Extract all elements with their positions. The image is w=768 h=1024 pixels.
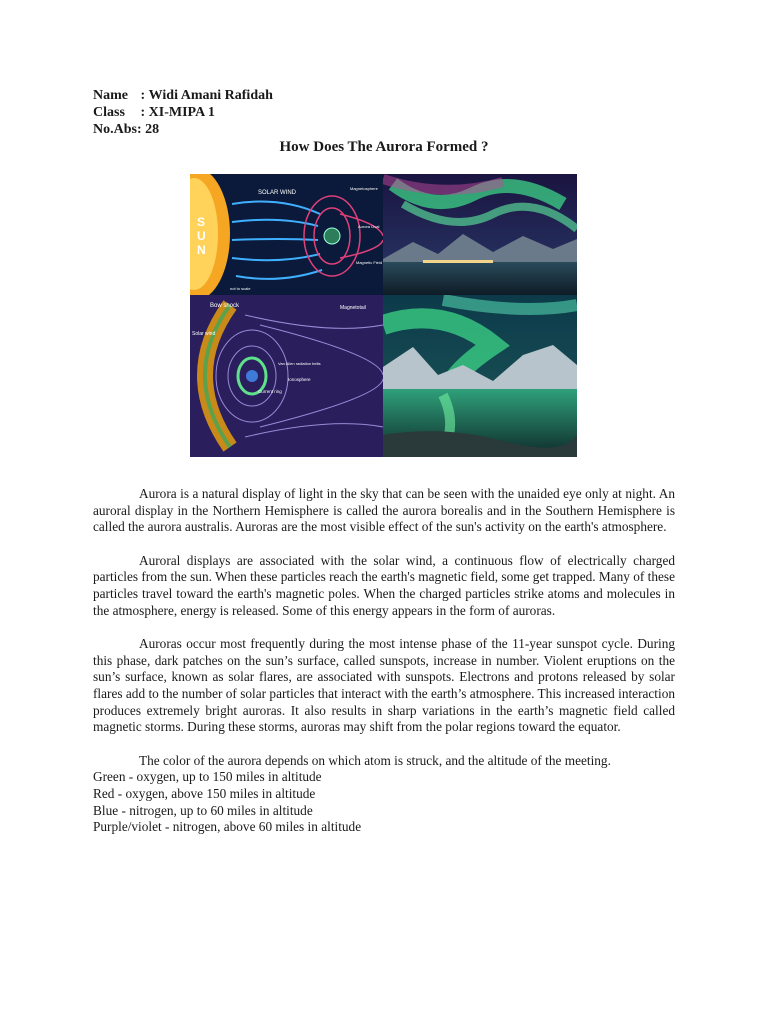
solar-wind-diagram (190, 174, 383, 295)
name-value: Widi Amani Rafidah (148, 88, 273, 103)
sun-letter-u: U (197, 229, 206, 243)
student-info (93, 87, 273, 138)
magnetic-field-label: Magnetic Field (356, 260, 383, 265)
magnetosphere-label: Magnetosphere (350, 186, 378, 191)
class-value: XI-MIPA 1 (148, 105, 215, 120)
list-item: Green - oxygen, up to 150 miles in altitude (93, 769, 322, 785)
list-item: Blue - nitrogen, up to 60 miles in altitude (93, 802, 313, 818)
abs-label: No.Abs (93, 122, 137, 137)
class-label: Class (93, 105, 125, 120)
aurora-oval-label: Aurora Oval (358, 224, 380, 229)
bow-shock-label: Bow shock (210, 303, 240, 309)
name-row: Name : Widi Amani Rafidah (93, 88, 273, 103)
paragraph-3: Auroras occur most frequently during the most intense phase of the 11-year sunspot cycle. During this phase, dark patches on the sun’s surface, called sunspots, increase in number. Violent eruptions on the sun’s surface, known as solar flares, are associated with sunspots. Electrons and protons released by solar flares add to the number of solar particles that interact with the earth’s atmosphere. This increased interaction produces extremely bright auroras. It also results in sharp variations in the earth’s magnetic field called magnetic storms. During these storms, auroras may shift from the polar regions toward the equator. (93, 636, 675, 735)
solar-wind-label-2: Solar wind (192, 331, 216, 337)
abs-value: 28 (145, 122, 160, 137)
paragraph-1: Aurora is a natural display of light in the sky that can be seen with the unaided eye only at night. An auroral display in the Northern Hemisphere is called the aurora borealis and in the Southern Hemisphere is called the aurora australis. Auroras are the most visible effect of the sun's activity on the earth's atmosphere. (93, 486, 675, 535)
aurora-color-list (93, 769, 675, 835)
not-to-scale-label: not to scale (230, 286, 251, 291)
abs-row: No.Abs : 28 (93, 122, 160, 137)
solar-wind-label: SOLAR WIND (258, 190, 297, 196)
sun-letter-s: S (197, 215, 206, 229)
list-item: Purple/violet - nitrogen, above 60 miles in altitude (93, 819, 362, 835)
ionosphere-label: Ionosphere (288, 377, 311, 382)
page-title: How Does The Aurora Formed ? (279, 139, 489, 155)
aurora-photo-top (383, 174, 577, 295)
article-body (93, 486, 675, 836)
van-allen-label: Van Allen radiation belts (278, 361, 321, 366)
list-item: Red - oxygen, above 150 miles in altitude (93, 785, 316, 801)
magnetotail-label: Magnetotail (340, 305, 366, 311)
paragraph-4: The color of the aurora depends on which atom is struck, and the altitude of the meeting. (139, 752, 611, 768)
magnetosphere-diagram (190, 295, 383, 457)
current-ring-label: Current ring (258, 389, 282, 394)
sun-letter-n: N (197, 243, 206, 257)
aurora-photo-bottom (383, 295, 577, 457)
class-row: Class : XI-MIPA 1 (93, 105, 215, 120)
aurora-figure-collage (190, 174, 577, 457)
paragraph-2: Auroral displays are associated with the solar wind, a continuous flow of electrically charged particles from the sun. When these particles reach the earth's magnetic field, some get trapped. Many of these particles travel toward the earth's magnetic poles. When the charged particles strike atoms and molecules in the atmosphere, energy is released. Some of this energy appears in the form of auroras. (93, 552, 675, 618)
name-label: Name (93, 88, 128, 103)
